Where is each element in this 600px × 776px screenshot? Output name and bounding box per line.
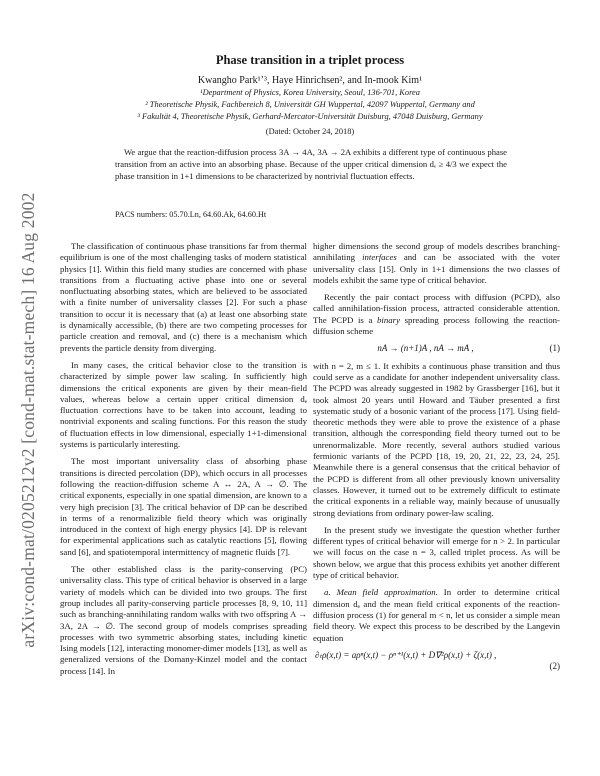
date-line: (Dated: October 24, 2018) bbox=[265, 127, 355, 136]
text-run: higher dimensions the second group of models describes branching-annihilating bbox=[313, 241, 560, 263]
text-run: spreading process following the reaction-diffusion scheme bbox=[313, 314, 560, 337]
emphasis: binary bbox=[377, 314, 400, 325]
paragraph bbox=[313, 292, 560, 337]
text-run: Recently the pair contact process with diffusion (PCPD), also called annihilation-fission process, attracted considerable attention. The PCPD is a bbox=[313, 292, 560, 325]
emphasis: interfaces bbox=[362, 252, 397, 263]
affiliation-3: ³ Fakultät 4, Theoretische Physik, Gerhard-Mercator-Universität Duisburg, 47048 Duisburg, Germany bbox=[137, 112, 483, 121]
paragraph: The classification of continuous phase transitions far from thermal equilibrium is one of the most challenging tasks of modern statistical physics [1]. Within this field many studies are concerned with phase transitions from a fluctuating active phase into one or several nonfluctuating absorbing states, which are believed to be associated with a finite number of universality classes [2]. For such a phase transition to occur it is necessary that (a) at least one absorbing state is dynamically accessible, (b) there are two competing processes for particle creation and removal, and (c) there is a mechanism which prevents the particle density from diverging. bbox=[60, 241, 307, 353]
affiliation-2: ² Theoretische Physik, Fachbereich 8, Universität GH Wuppertal, 42097 Wuppertal, Germany and bbox=[145, 100, 475, 109]
paper-title: Phase transition in a triplet process bbox=[215, 53, 405, 67]
equation-number: (2) bbox=[549, 661, 560, 672]
paragraph: with n = 2, m ≤ 1. It exhibits a continuous phase transition and thus could serve as a candidate for another independent universality class. The PCPD was already suggested in 1982 by Grassberger [16], but it took almost 20 years until Howard and Täuber presented a first systematic study of a bosonic variant of the process [17]. Using field-theoretic methods they were able to prove the existence of a phase transition, although the corresponding field theory turned out to be unrenormalizable. More recently, several authors studied various fermionic variants of the PCPD [18, 19, 20, 21, 22, 23, 24, 25]. Meanwhile there is a general consensus that the critical behavior of the PCPD is different from all other previously known universality classes. However, it turned out to be extremely difficult to estimate the critical exponents in a reliable way, mainly because of unusually strong deviations from ordinary power-law scaling. bbox=[313, 360, 560, 518]
arxiv-identifier-stamp: arXiv:cond-mat/0205212v2 [cond-mat.stat-mech] 16 Aug 2002 bbox=[18, 192, 38, 648]
equation-body: nA → (n+1)A , nA → mA , bbox=[377, 343, 474, 354]
section-run-in-heading: a. Mean field approximation. bbox=[324, 587, 438, 598]
equation-body: ∂ₜρ(x,t) = aρⁿ(x,t) − ρⁿ⁺¹(x,t) + D∇²ρ(x,t) + ζ(x,t) , bbox=[315, 649, 497, 660]
paragraph: The other established class is the parity-conserving (PC) universality class. This type of critical behavior is observed in a large variety of models which can be divided into two groups. The first group includes all parity-conserving particle processes [8, 9, 10, 11] such as branching-annihilating random walks with two offspring A → 3A, 2A → ∅. The second group of models comprises spreading processes with two symmetric absorbing states, including kinetic Ising models [12], interacting monomer-dimer models [13], as well as generalized versions of the Domany-Kinzel model and the contact process [14]. In bbox=[60, 564, 307, 676]
paragraph: In many cases, the critical behavior close to the transition is characterized by simple power law scaling. In sufficiently high dimensions the critical exponents are given by their mean-field values, whereas below a certain upper critical dimension dₑ fluctuation corrections have to be taken into account, leading to nontrivial exponents and scaling functions. For this reason the study of fluctuation effects in low dimensional, especially 1+1-dimensional systems is particularly interesting. bbox=[60, 359, 307, 450]
paragraph: In the present study we investigate the question whether further different types of critical behavior will emerge for n > 2. In particular we will focus on the case n = 3, called triplet process. As will be shown below, we argue that this process exhibits yet another different type of critical behavior. bbox=[313, 524, 560, 581]
affiliation-1: ¹Department of Physics, Korea University, Seoul, 136-701, Korea bbox=[200, 88, 420, 97]
abstract: We argue that the reaction-diffusion process 3A → 4A, 3A → 2A exhibits a different type of continuous phase transition from an active into an absorbing phase. Because of the upper critical dimension dₑ ≥ 4/3 we expect the phase transition in 1+1 dimensions to be characterized by nontrivial fluctuation effects. bbox=[115, 147, 507, 181]
right-column bbox=[313, 241, 560, 672]
paragraph: The most important universality class of absorbing phase transitions is directed percolation (DP), which occurs in all processes following the reaction-diffusion scheme A ↔ 2A, A → ∅. The critical exponents, especially in one spatial dimension, are known to a very high precision [3]. The critical behavior of DP can be described in terms of a renormalizible field theory which was originally introduced in the context of high energy physics [4]. DP is relevant for experimental applications such as catalytic reactions [5], flowing sand [6], and spatiotemporal intermittency of magnetic fluids [7]. bbox=[60, 456, 307, 557]
text-run: and can be associated with the voter universality class [15]. Only in 1+1 dimensions the two classes of models exhibit the same type of critical behavior. bbox=[313, 252, 560, 285]
paragraph bbox=[313, 241, 560, 286]
text-run: In order to determine critical dimension dₑ and the mean field critical exponents of the reaction-diffusion process (1) for general m < n, let us consider a simple mean field theory. We expect this process to be described by the Langevin equation bbox=[313, 587, 560, 643]
pacs-numbers: PACS numbers: 05.70.Ln, 64.60.Ak, 64.60.Ht bbox=[115, 210, 267, 219]
author-list: Kwangho Park¹ʼ³, Haye Hinrichsen², and In-mook Kim¹ bbox=[197, 75, 423, 86]
left-column bbox=[60, 241, 307, 683]
equation-1 bbox=[313, 343, 560, 354]
equation-number: (1) bbox=[549, 343, 560, 354]
paragraph bbox=[313, 587, 560, 643]
equation-2 bbox=[313, 650, 560, 673]
